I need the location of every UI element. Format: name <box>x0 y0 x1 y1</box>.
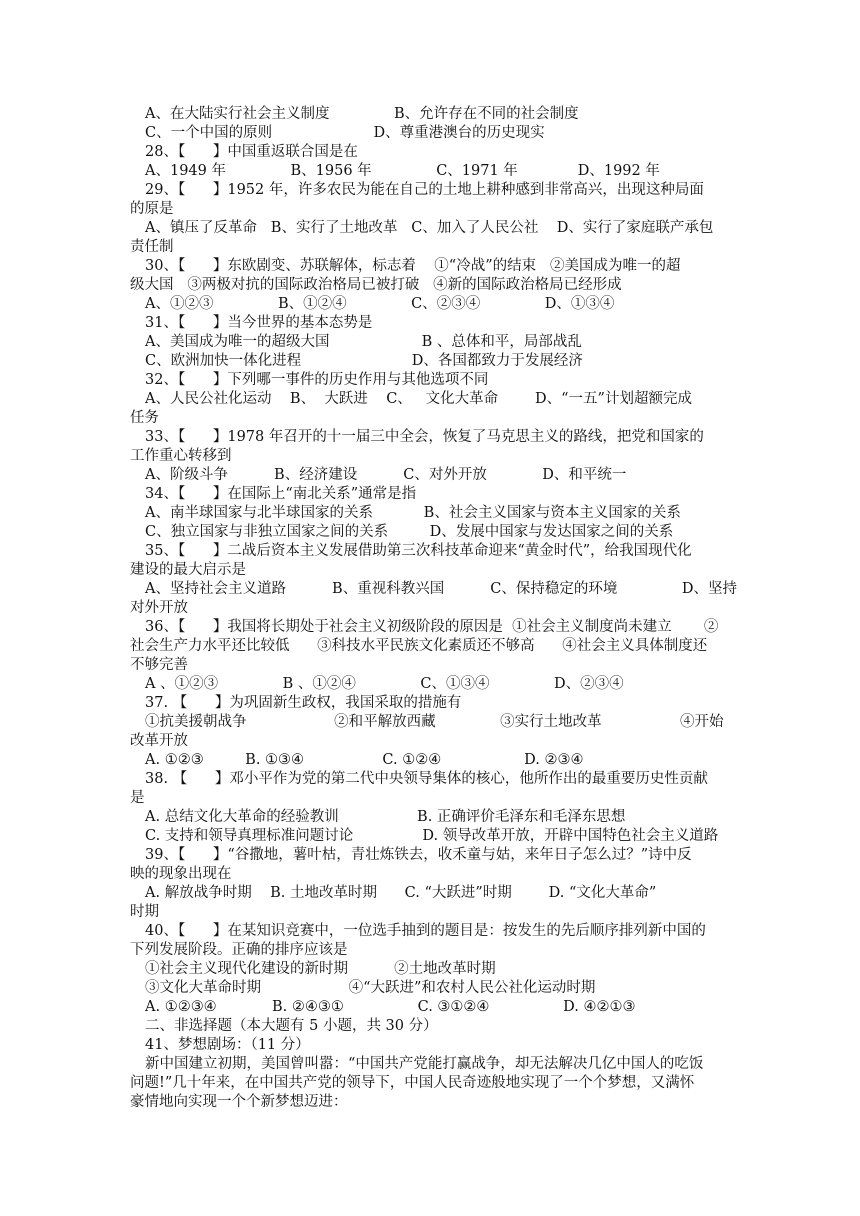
question-33: 33、【 】1978 年召开的十一届三中全会，恢复了马克思主义的路线，把党和国家的 <box>145 429 704 445</box>
text-line: 改革开放 <box>130 733 188 749</box>
text-line: A、①②③ B、①②④ C、②③④ D、①③④ <box>145 296 615 312</box>
text-line: A. 解放战争时期 B. 土地改革时期 C. “大跃进”时期 D. “文化大革命” <box>145 885 657 901</box>
text-line: 对外开放 <box>130 600 188 616</box>
question-30: 30、【 】东欧剧变、苏联解体，标志着 ①“冷战”的结束 ②美国成为唯一的超 <box>145 258 681 274</box>
text-line: 映的现象出现在 <box>130 866 232 882</box>
text-line: 豪情地向实现一个个新梦想迈进： <box>130 1094 348 1110</box>
text-line: A. 总结文化大革命的经验教训 B. 正确评价毛泽东和毛泽东思想 <box>145 809 626 825</box>
text-line: ③文化大革命时期 ④“大跃进”和农村人民公社化运动时期 <box>145 980 596 996</box>
text-line: C、独立国家与非独立国家之间的关系 D、发展中国家与发达国家之间的关系 <box>145 524 674 540</box>
text-line: 级大国 ③两极对抗的国际政治格局已被打破 ④新的国际政治格局已经形成 <box>130 277 622 293</box>
text-line: A、坚持社会主义道路 B、重视科教兴国 C、保持稳定的环境 D、坚持 <box>145 581 738 597</box>
text-line: ①抗美援朝战争 ②和平解放西藏 ③实行土地改革 ④开始 <box>145 714 724 730</box>
text-line: A、1949 年 B、1956 年 C、1971 年 D、1992 年 <box>145 163 660 179</box>
text-line: 新中国建立初期，美国曾叫嚣：“中国共产党能打赢战争，却无法解决几亿中国人的吃饭 <box>145 1056 704 1072</box>
question-40: 40、【 】在某知识竞赛中，一位选手抽到的题目是：按发生的先后顺序排列新中国的 <box>145 923 706 939</box>
text-line: A 、①②③ B 、①②④ C、①③④ D、②③④ <box>145 676 624 692</box>
text-line: A. ①②③④ B. ②④③① C. ③①②④ D. ④②①③ <box>145 999 636 1015</box>
question-38: 38. 【 】邓小平作为党的第二代中央领导集体的核心，他所作出的最重要历史性贡献 <box>145 771 708 787</box>
text-line: 社会生产力水平还比较低 ③科技水平民族文化素质还不够高 ④社会主义具体制度还 <box>130 638 708 654</box>
text-line: 责任制 <box>130 239 174 255</box>
text-line: ①社会主义现代化建设的新时期 ②土地改革时期 <box>145 961 496 977</box>
text-line: 建设的最大启示是 <box>130 562 246 578</box>
text-line: 是 <box>130 790 145 806</box>
question-28: 28、【 】中国重返联合国是在 <box>145 144 358 160</box>
text-line: A、镇压了反革命 B、实行了土地改革 C、加入了人民公社 D、实行了家庭联产承包 <box>145 220 714 236</box>
text-line: 时期 <box>130 904 159 920</box>
text-line: C. 支持和领导真理标准问题讨论 D. 领导改革开放，开辟中国特色社会主义道路 <box>145 828 719 844</box>
text-line: 问题!”几十年来，在中国共产党的领导下，中国人民奇迹般地实现了一个个梦想，又满怀 <box>130 1075 695 1091</box>
text-line: 下列发展阶段。正确的排序应该是 <box>130 942 348 958</box>
section-heading: 二、非选择题（本大题有 5 小题，共 30 分） <box>145 1018 438 1034</box>
question-35: 35、【 】二战后资本主义发展借助第三次科技革命迎来“黄金时代”，给我国现代化 <box>145 543 692 559</box>
text-line: C、欧洲加快一体化进程 D、各国都致力于发展经济 <box>145 353 583 369</box>
text-line: A、人民公社化运动 B、 大跃进 C、 文化大革命 D、“一五”计划超额完成 <box>145 391 692 407</box>
question-29: 29、【 】1952 年，许多农民为能在自己的土地上耕种感到非常高兴，出现这种局面 <box>145 182 704 198</box>
text-line: 工作重心转移到 <box>130 448 232 464</box>
text-line: C、一个中国的原则 D、尊重港澳台的历史现实 <box>145 125 545 141</box>
question-32: 32、【 】下列哪一事件的历史作用与其他选项不同 <box>145 372 489 388</box>
text-line: 任务 <box>130 410 159 426</box>
text-line: A. ①②③ B. ①③④ C. ①②④ D. ②③④ <box>145 752 584 768</box>
question-41: 41、梦想剧场：（11 分） <box>145 1037 310 1053</box>
question-34: 34、【 】在国际上“南北关系”通常是指 <box>145 486 417 502</box>
text-line: A、美国成为唯一的超级大国 B 、总体和平，局部战乱 <box>145 334 582 350</box>
question-31: 31、【 】当今世界的基本态势是 <box>145 315 373 331</box>
text-line: A、阶级斗争 B、经济建设 C、对外开放 D、和平统一 <box>145 467 627 483</box>
question-36: 36、【 】我国将长期处于社会主义初级阶段的原因是 ①社会主义制度尚未建立 ② <box>145 619 719 635</box>
text-line: 不够完善 <box>130 657 188 673</box>
text-line: 的原是 <box>130 201 174 217</box>
question-39: 39、【 】“谷撒地，薯叶枯，青壮炼铁去，收禾童与姑，来年日子怎么过？”诗中反 <box>145 847 692 863</box>
text-line: A、在大陆实行社会主义制度 B、允许存在不同的社会制度 <box>145 106 579 122</box>
question-37: 37. 【 】为巩固新生政权，我国采取的措施有 <box>145 695 462 711</box>
text-line: A、南半球国家与北半球国家的关系 B、社会主义国家与资本主义国家的关系 <box>145 505 681 521</box>
